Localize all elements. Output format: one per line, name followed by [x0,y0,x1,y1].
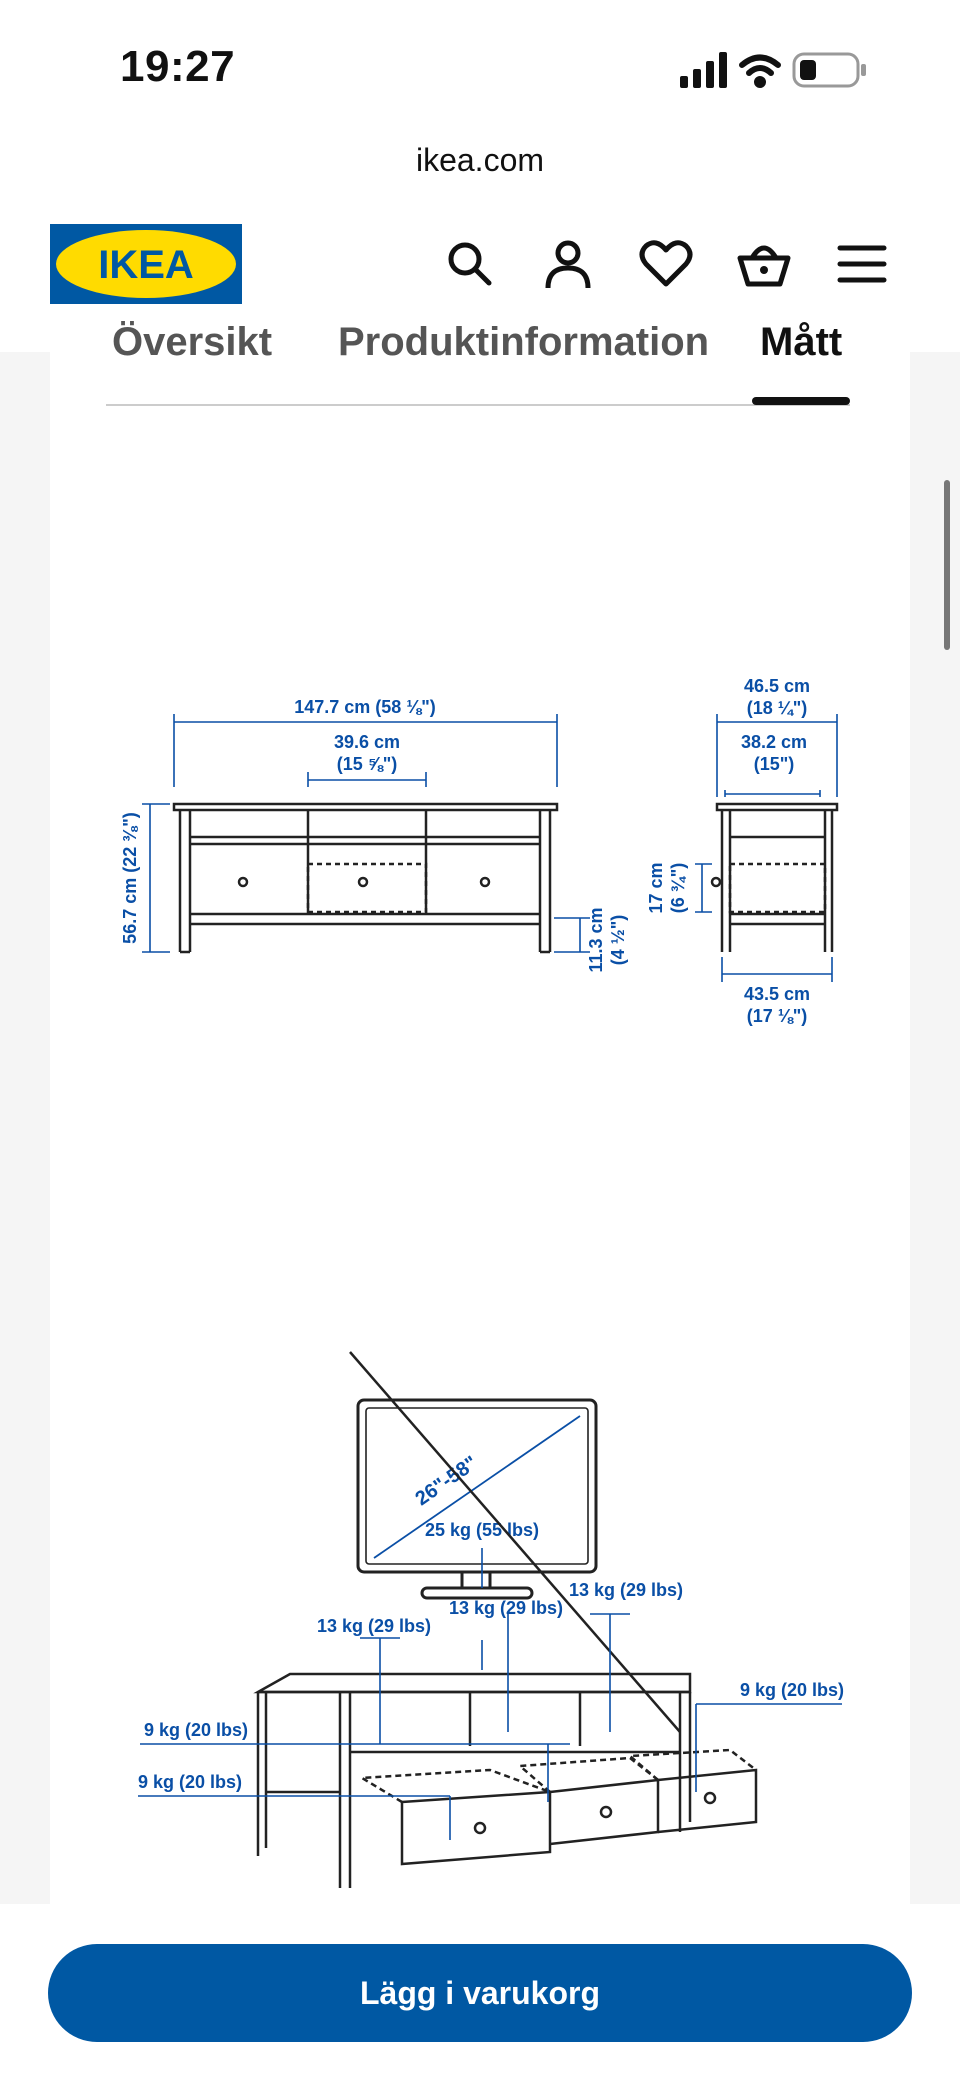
dim-inner-depth-in: (15") [753,754,795,774]
battery-icon [794,54,866,86]
dim-inner-depth-cm: 38.2 cm [740,732,808,752]
drawer-right-load: 9 kg (20 lbs) [739,1680,845,1700]
dim-depth-in: (18 ¼") [746,698,808,718]
ikea-logo[interactable] [50,224,242,304]
scrollbar[interactable] [944,480,950,650]
user-icon[interactable] [540,236,596,292]
browser-url-bar[interactable] [0,130,960,195]
dim-drawer-height-in: (6 ¾") [668,862,688,914]
page-margin [910,352,960,1904]
dim-leg-in: (4 ½") [608,914,628,966]
side-view [712,804,837,952]
tv-size-label: 26"-58" [411,1451,482,1511]
dimension-drawing [50,612,910,1112]
dim-drawer-width-in: (15 ⅝") [336,754,398,774]
basket-icon[interactable] [736,236,792,292]
shelf-right-load: 13 kg (29 lbs) [568,1580,684,1600]
dim-height: 56.7 cm (22 ⅜") [120,812,140,944]
menu-icon[interactable] [834,236,890,292]
search-icon[interactable] [442,236,498,292]
shelf-left-load: 13 kg (29 lbs) [316,1616,432,1636]
front-view [174,804,557,952]
url-text: ikea.com [415,142,545,178]
status-icons [680,50,880,90]
dim-drawer-height-cm: 17 cm [646,862,666,914]
bottom-bar [0,1904,960,2081]
wifi-icon [742,58,778,86]
clock: 19:27 [120,42,236,91]
tab-overview[interactable]: Översikt [112,320,273,364]
product-dimensions-panel [50,320,910,1904]
tv-weight-label: 25 kg (55 lbs) [424,1520,540,1540]
heart-icon[interactable] [638,236,694,292]
drawer-left-load: 9 kg (20 lbs) [137,1772,243,1792]
dim-depth-cm: 46.5 cm [743,676,811,696]
shelf-low-load: 9 kg (20 lbs) [143,1720,249,1740]
signal-icon [680,52,727,88]
shelf-middle-load: 13 kg (29 lbs) [448,1598,564,1618]
ikea-logo-text: IKEA [98,243,194,287]
dim-width: 147.7 cm (58 ⅛") [294,697,436,717]
tab-active-indicator [752,397,850,405]
dim-leg-cm: 11.3 cm [586,907,606,973]
tab-measurements[interactable]: Mått [760,320,843,364]
dim-drawer-width-cm: 39.6 cm [333,732,401,752]
dim-base-depth-in: (17 ⅛") [746,1006,808,1026]
dim-base-depth-cm: 43.5 cm [743,984,811,1004]
tab-product-information[interactable]: Produktinformation [338,320,710,364]
status-bar [0,0,960,130]
tab-divider [106,404,850,406]
load-capacity-drawing [50,1352,910,1904]
add-to-cart-button[interactable]: Lägg i varukorg [48,1944,912,2042]
